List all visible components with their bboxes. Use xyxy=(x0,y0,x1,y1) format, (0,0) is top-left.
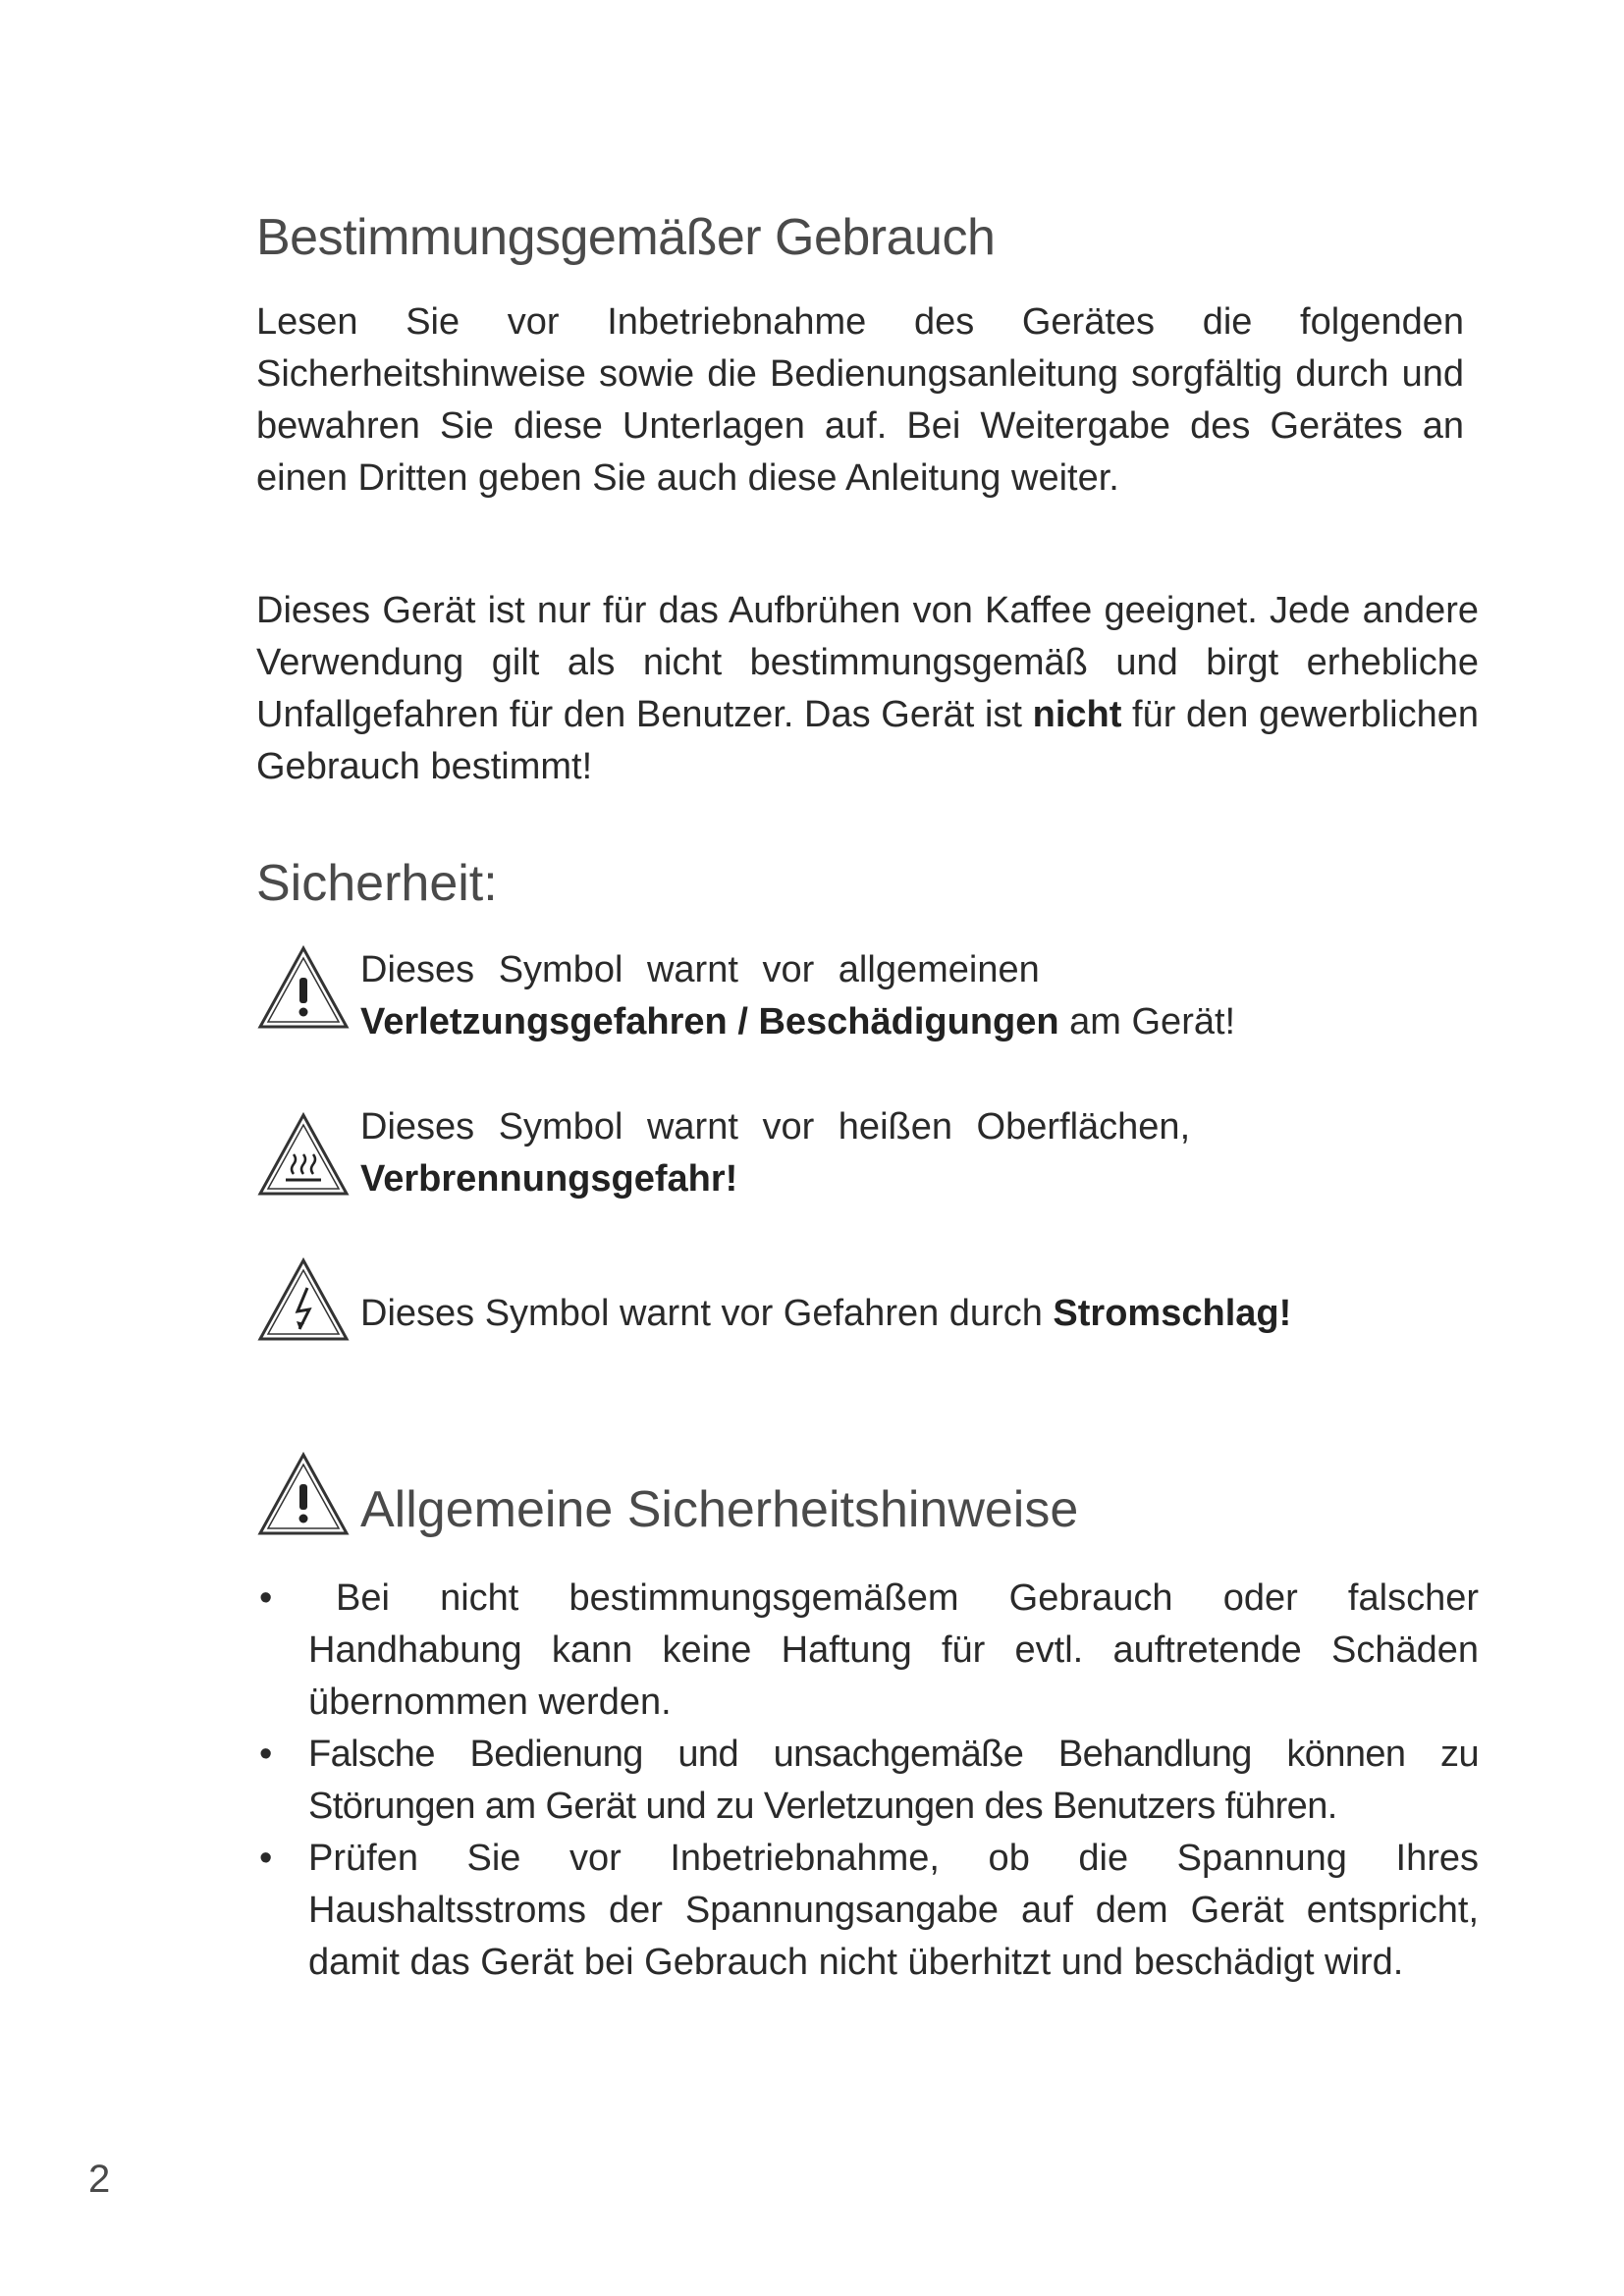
section-title-safety: Sicherheit: xyxy=(256,855,498,912)
intro-paragraph: Lesen Sie vor Inbetriebnahme des Gerätes die folgenden Sicherheitshinweise sowie die Bedienungsanleitung sorgfältig durch und bewahren Sie diese Unterlagen auf. Bei Weitergabe des Gerätes an einen Dritten geben Sie auch diese Anleitung weiter. xyxy=(256,301,1464,499)
usage-text-bold: nicht xyxy=(1032,694,1122,735)
section-title-intended-use: Bestimmungsgemäßer Gebrauch xyxy=(256,209,996,266)
bullet-text: Falsche Bedienung und unsachgemäße Behandlung können zu Störungen am Gerät und zu Verletzungen des Benutzers führen. xyxy=(308,1734,1479,1827)
bullet-icon: • xyxy=(259,1838,273,1879)
hot-surface-warning-icon xyxy=(256,1111,351,1198)
usage-text-after: für den gewerblichen Gebrauch bestimmt! xyxy=(256,694,1479,787)
page-number: 2 xyxy=(88,2158,111,2201)
warning-electric-shock-text xyxy=(360,1288,1291,1340)
general-warning-icon xyxy=(256,944,351,1031)
warning-hot-surface-text xyxy=(360,1101,1190,1205)
warning-general-bold: Verletzungsgefahren / Beschädigungen xyxy=(360,1001,1059,1042)
bullet-icon: • xyxy=(259,1734,273,1775)
electric-shock-warning-icon xyxy=(256,1256,351,1343)
usage-text-before: Dieses Gerät ist nur für das Aufbrühen von Kaffee geeignet. Jede andere Verwendung gilt als nicht bestimmungsgemäß und birgt erhebliche Unfallgefahren für den Benutzer. Das Gerät ist xyxy=(256,590,1479,735)
list-item xyxy=(256,1573,1479,1729)
warning-general-after: am Gerät! xyxy=(1058,1001,1236,1042)
warning-electric-shock-line1: Dieses Symbol warnt vor Gefahren durch xyxy=(360,1293,1054,1334)
bullet-text: Bei nicht bestimmungsgemäßem Gebrauch oder falscher Handhabung kann keine Haftung für evtl. auftretende Schäden übernommen werden. xyxy=(308,1577,1479,1723)
safety-bullet-list xyxy=(256,1573,1479,1989)
section-title-general-safety: Allgemeine Sicherheitshinweise xyxy=(360,1481,1079,1538)
warning-hot-surface-bold: Verbrennungsgefahr! xyxy=(360,1158,738,1200)
warning-hot-surface-line1: Dieses Symbol warnt vor heißen Oberflächen, xyxy=(360,1106,1191,1148)
bullet-text: Prüfen Sie vor Inbetriebnahme, ob die Spannung Ihres Haushaltsstroms der Spannungsangabe auf dem Gerät entspricht, damit das Gerät bei Gebrauch nicht überhitzt und beschädigt wird. xyxy=(308,1838,1479,1983)
usage-paragraph xyxy=(256,585,1479,793)
warning-general-line1: Dieses Symbol warnt vor allgemeinen xyxy=(360,949,1040,990)
list-item xyxy=(256,1833,1479,1989)
warning-electric-shock-bold: Stromschlag! xyxy=(1053,1293,1292,1334)
list-item xyxy=(256,1729,1479,1833)
bullet-icon: • xyxy=(259,1577,273,1619)
general-warning-icon xyxy=(256,1451,351,1537)
warning-general-text xyxy=(360,944,1235,1048)
